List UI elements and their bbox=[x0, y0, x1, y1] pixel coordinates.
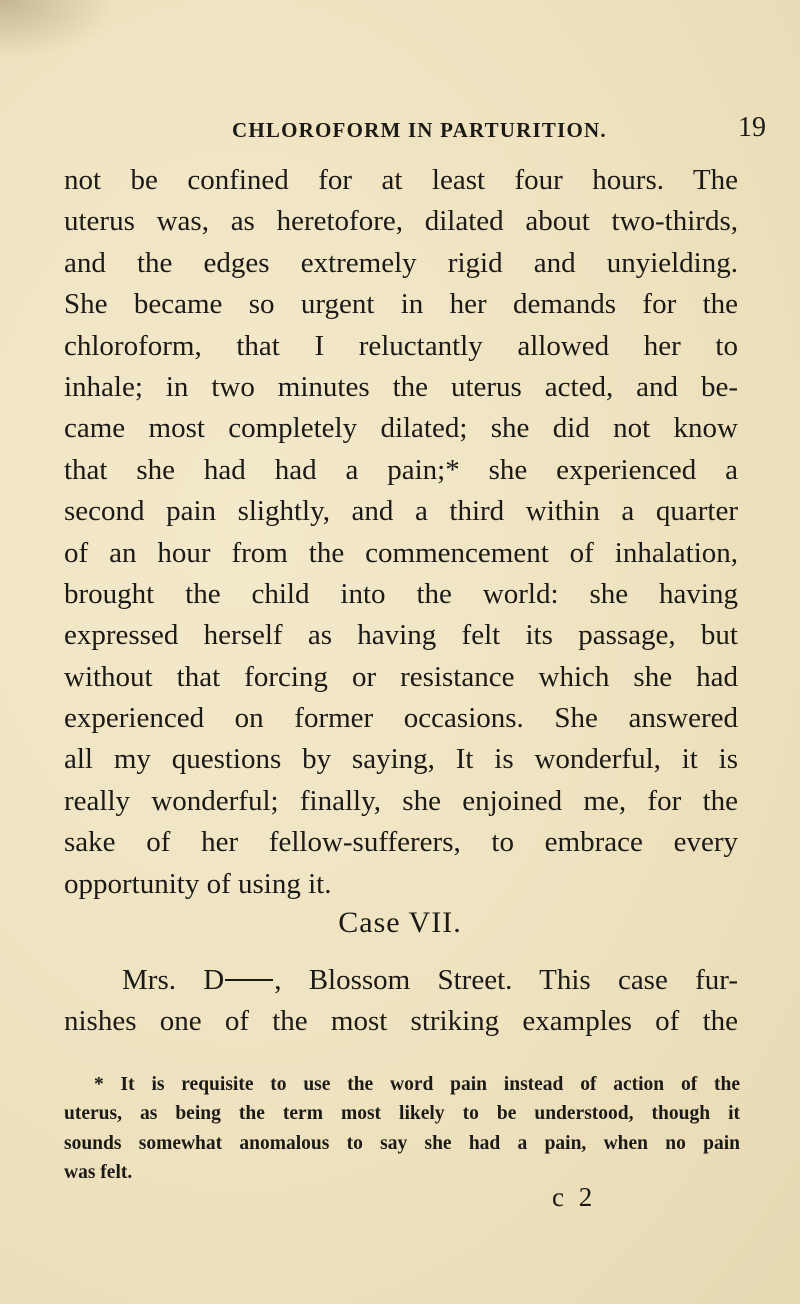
body-line: experienced on former occasions. She answered bbox=[64, 702, 738, 735]
body-line: opportunity of using it. bbox=[64, 867, 332, 900]
running-title: CHLOROFORM IN PARTURITION. bbox=[232, 118, 607, 142]
footnote-line: uterus, as being the term most likely to be understood, though it bbox=[64, 1103, 740, 1125]
page-number: 19 bbox=[738, 112, 766, 143]
case-address: , Blossom Street. This case fur- bbox=[274, 964, 738, 996]
footnote-line: * It is requisite to use the word pain instead of action of the bbox=[94, 1074, 740, 1095]
body-line: really wonderful; finally, she enjoined me, for the bbox=[64, 784, 738, 817]
body-line: chloroform, that I reluctantly allowed her to bbox=[64, 329, 738, 362]
body-line: and the edges extremely rigid and unyielding. bbox=[64, 246, 738, 279]
body-line: second pain slightly, and a third within a quarter bbox=[64, 495, 738, 528]
case-heading: Case VII. bbox=[338, 906, 462, 939]
footnote bbox=[64, 1070, 740, 1188]
body-line: without that forcing or resistance which she had bbox=[64, 660, 738, 693]
footnote-line: sounds somewhat anomalous to say she had a pain, when no pain bbox=[64, 1132, 740, 1154]
case-line: nishes one of the most striking examples of the bbox=[64, 1005, 738, 1038]
signature-mark: c 2 bbox=[552, 1182, 597, 1212]
body-line: brought the child into the world: she having bbox=[64, 577, 738, 610]
footnote-line: was felt. bbox=[64, 1162, 133, 1184]
body-line: that she had had a pain;* she experienced a bbox=[64, 453, 738, 486]
body-line: of an hour from the commencement of inhalation, bbox=[64, 536, 738, 569]
case-line bbox=[64, 960, 738, 1001]
body-line: came most completely dilated; she did not know bbox=[64, 412, 738, 445]
body-line: not be confined for at least four hours. The bbox=[64, 164, 738, 196]
name-dash bbox=[225, 979, 273, 981]
body-line: all my questions by saying, It is wonderful, it is bbox=[64, 743, 738, 776]
page-corner-shadow bbox=[0, 0, 120, 60]
body-line: uterus was, as heretofore, dilated about two-thirds, bbox=[64, 205, 738, 238]
body-line: inhale; in two minutes the uterus acted, and be- bbox=[64, 370, 738, 403]
body-line: sake of her fellow-sufferers, to embrace every bbox=[64, 826, 738, 859]
body-line: She became so urgent in her demands for the bbox=[64, 288, 738, 321]
case-name: Mrs. D bbox=[122, 964, 225, 996]
running-head bbox=[232, 112, 772, 146]
body-paragraph bbox=[64, 160, 738, 905]
body-line: expressed herself as having felt its passage, but bbox=[64, 619, 738, 652]
case-paragraph bbox=[64, 960, 738, 1043]
